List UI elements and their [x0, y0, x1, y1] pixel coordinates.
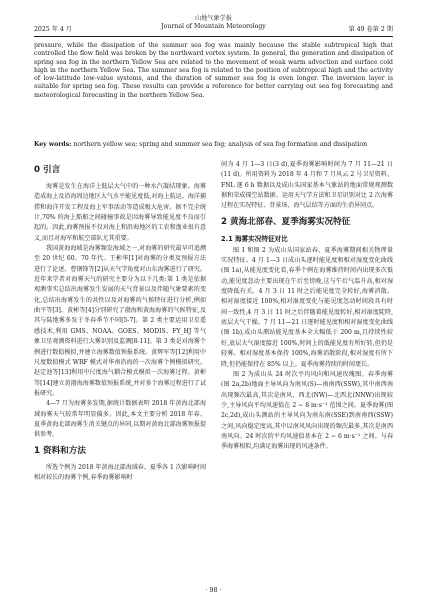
keywords-line	[34, 141, 393, 149]
section-1-title: 1 资料和方法	[34, 445, 86, 456]
section-0-title: 0 引言	[34, 165, 61, 175]
left-column	[34, 160, 206, 483]
running-header	[34, 14, 393, 37]
header-volume: 第 49 卷第 2 期	[348, 26, 393, 33]
header-date: 2025 年 4 月	[34, 26, 72, 33]
right-column	[221, 160, 393, 453]
subsection-2-1-title: 2.1 海雾实况特征对比	[221, 234, 288, 243]
intro-paragraph-3: 4—7 月为海雾多发期,据统计数据表明 2018 年黄海北部海域海雾天气较常年明显偏多。因此,本文主要分析 2018 年春、夏季黄海北部海雾生消关键点的异同,以期对黄海北部海雾预报提供参考。	[34, 400, 206, 439]
section2-paragraph-2: 图 2 为成山头 24 时次平均风向和风速玫瑰图。春季海雾(图 2a,2b)地面主导风向为南风(S)—南南西(SSW),其中南西南出现频次最高,其次是南风、西北(NW)—北西北(NNW)出现较少,主导风向平均风速值在 2 ~ 8 m·s⁻¹ 范围之间。夏季海雾(图 2c,2d),成山头测站的主导风向为南东南(SSE)到南南西(SSW)之间,风向稳定度高,其中以南风风向出现的频次最多,其次是南西南风向。24 时次的平均风速值基本在 2 ~ 6 m·s⁻¹ 之间。与春季海雾相似,均满足海雾出现的风速条件。	[221, 370, 393, 451]
english-abstract	[34, 42, 393, 100]
header-journal	[34, 15, 393, 31]
keywords-text: northern yellow sea; spring and summer sea fog; analysis of sea fog formation and dissipation	[73, 141, 368, 148]
section-2-title: 2 黄海北部春、夏季海雾实况特征	[221, 216, 351, 227]
page-number: · 98 ·	[205, 586, 222, 594]
keywords-label: Key words:	[34, 141, 72, 148]
journal-title-en: Journal of Mountain Meteorology	[161, 23, 266, 30]
journal-title-cn: 山地气象学报	[194, 15, 233, 22]
intro-paragraph-2: 我国黄海海域是海雾频发海域之一,对海雾的研究最早可追溯至 20 世纪 60、70 年代。王彬华[1]对海雾的分类及预报方法进行了论述。曹钢锋等[2]从天气学角度对山东海雾进行了研究。近年来学者对海雾天气的研究主要分为以下几类:第 1 类是依据观测事实总结出海雾发生发展的天气背景以及伴随气象要素的变化,总结出海雾发生的共性以及对海雾的气候特征进行分析,例如曲平等[3]、黄彬等[4]分别研究了渤海和黄海海雾的气候特征,及其与陆地雾多发于冬春季节不同[5-7]。第 2 类主要运用卫星遥感技术,利用 GMS、NOAA、GOES、MODIS、FY_HJ 等气象卫星观测资料进行大雾识别及监测[8-11]。第 3 类是对海雾个例进行数值模拟,并建立海雾数值预报系统。黄辉军等[12]利用中尺度数值模式 WRF 模式对华南沿海的一次海雾个例模拟研究。赵定池等[13]利用中尺度海气耦合模式模拟一次海雾过程。黄彬等[14]建立黄渤海海雾数值预报系统,并对多个海雾过程进行了试报研究。	[34, 245, 206, 397]
data-paragraph-continued: 间为 4 月 1—3 日(3 d),夏季海雾影响时间为 7 月 11—21 日(11 d)。所用资料为 2018 年 4 月和 7 月风云 2 号卫星资料、FNL 逐 6 h 数据以及成山头国家基本气象站的地面常规观测数据和荣成探空站数据。运用天气学方法和卫星识别对比 2 次海雾过程在实况特征、背景场、海气层结等方面的生消异同点。	[221, 161, 393, 210]
section2-paragraph-1: 图 1 和图 2 为成山头国家站春、夏季海雾期间相关物理量实况特征。4 月 1—3 日成山头逐时能见度和相对湿度变化曲线(图 1a),从能见度变化看,春季个例在海雾维持时间内出现多次低动,能见度忽动主要出现在午后至傍晚,这与午后气温升高,相对湿度降低有关。4 月 3 日 11 时之后能见度完全转好,海雾消散。相对湿度接近 100%,相对湿度变化与能见度忽动时间段具有时间一致性,4 月 3 日 11 时之后伴随着能见度转好,相对湿度陡降,底层大气干燥。7 月 11—21 日逐时能见度和相对湿度变化曲线(图 1b),成山头测站能见度基本全大幅低于 200 m,且持续性较好,底层大气湿度接近 100%,时间上的低能见度有所好转,但仍是轻雾。相对湿度基本保持 100%,海雾消散阶段,相对湿度有所下降,但仍能保持在 85% 以上。夏季海雾持续的时间更长。	[221, 246, 393, 368]
intro-paragraph-1: 海雾是发生在海洋上低层大气中的一种水汽凝结现象。海雾造成海上及沿海周边地区大气水平能见度低,对海上航运、海洋捕捞和海洋开发工程及海上军事活动等造成极大危害。据不完全统计,70% 的海上船舶之间碰撞事故是因海雾导致能见度不良而引起的。因此,海雾预报不仅对海上和沿海地区的工农和渔业很有意义,而且对海军和航空部队尤其重要。	[34, 183, 206, 242]
data-paragraph-1: 所选个例为 2018 年黄海北部海域春、夏季各 1 次影响时间相对较长的海雾个例,春季海雾影响时	[34, 463, 206, 481]
abstract-text: pressure, while the dissipation of the summer sea fog was mainly because the stable subtropical high that controlled the flow field was broken by the northward vortex system. In general, the generation and dissipation of spring sea fog in the northern Yellow Sea are related to the movement of weak warm advection and surface cold high in the northern Yellow Sea. The summer sea fog is related to the position of subtropical high and the activity of low-latitude low-value systems, and the duration of summer sea fog is even longer. The inversion layer is suitable for spring sea fog. These results can provide a reference for better carrying out sea fog forecasting and meteorological forecasting in the northern Yellow Sea.	[34, 42, 393, 99]
